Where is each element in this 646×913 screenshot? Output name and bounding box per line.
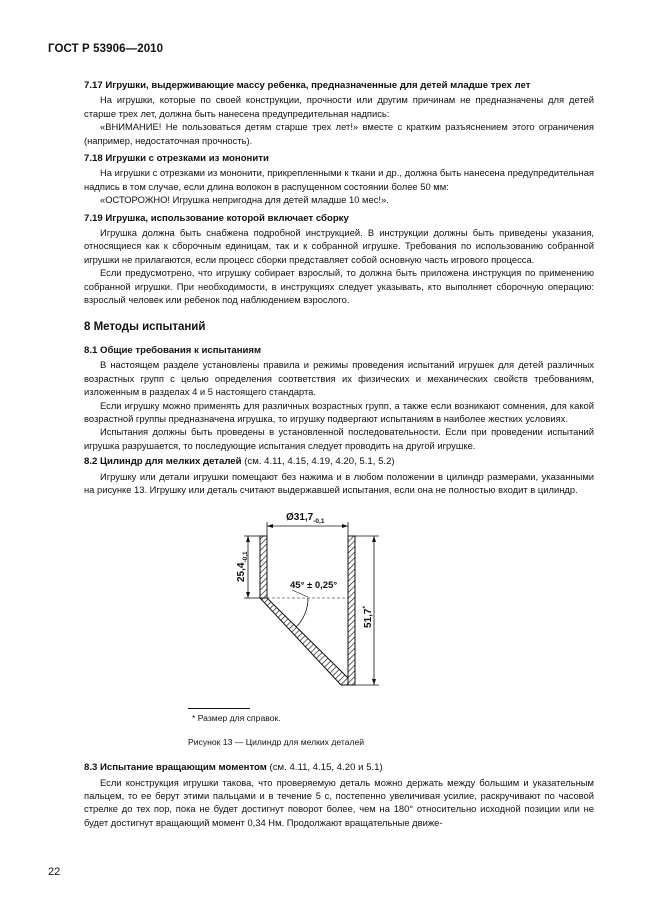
cylinder-drawing — [214, 500, 404, 702]
angle-arc — [296, 598, 308, 627]
footnote-divider — [188, 708, 250, 709]
heading-8-2 — [84, 455, 594, 468]
arrowhead — [267, 524, 273, 528]
left-height-label: $25,4_{-0,1}$ — [236, 551, 249, 583]
sloped-bottom — [260, 598, 348, 685]
figure-footnote: * Размер для справок. — [192, 713, 281, 724]
paragraph: Испытания должны быть проведены в установленной последовательности. Если при проведении испытаний игрушка разрушается, то последующие испытания следует проводить на другой игрушке. — [84, 426, 594, 451]
heading-text: 8.2 Цилиндр для мелких деталей — [84, 456, 242, 468]
arrowhead — [372, 536, 376, 542]
paragraph: На игрушки, которые по своей конструкции, прочности или другим причинам не предназначены для детей старше трех лет, должна быть нанесена предупредительная надпись: — [84, 94, 594, 119]
paragraph: «ОСТОРОЖНО! Игрушка непригодна для детей младше 10 мес!». — [100, 194, 389, 206]
arrowhead — [372, 679, 376, 685]
figure-caption: Рисунок 13 — Цилиндр для мелких деталей — [188, 736, 365, 747]
paragraph: Если игрушку можно применять для различных возрастных групп, а также если возникают сомнения, для какой возрастной группы предназначена игрушка, то игрушку подвергают испытаниям в наиболее жестких условиях. — [84, 399, 594, 424]
heading-reference: (см. 4.11, 4.15, 4.20 и 5.1) — [269, 762, 383, 774]
heading-8-3 — [84, 761, 594, 774]
heading-7-19: 7.19 Игрушка, использование которой включает сборку — [84, 212, 349, 224]
diameter-label: $Ø31,7_{-0,1}$ — [286, 512, 325, 526]
heading-7-17: 7.17 Игрушки, выдерживающие массу ребенка, предназначенные для детей младше трех лет — [84, 80, 531, 91]
leader-line — [292, 590, 308, 597]
left-wall — [260, 536, 267, 598]
right-height-label: 51,7* — [362, 606, 374, 629]
paragraph: Игрушка должна быть снабжена подробной инструкцией. В инструкции должны быть приведены указания, относящиеся как к сборочным единицам, так и к собранной игрушке. Требования по использованию собранной игрушки не прилагаются, если процесс сборки представляет собой основную часть игрового процесса. — [84, 227, 594, 265]
paragraph: На игрушки с отрезками из мононити, прикрепленными к ткани и др., должна быть нанесена предупредительная надпись в том случае, если длина волокон в распущенном состоянии более 50 мм: — [84, 167, 594, 192]
heading-8: 8 Методы испытаний — [84, 320, 206, 333]
paragraph: Если конструкция игрушки такова, что проверяемую деталь можно держать между большим и указательным пальцем, то ее берут этими пальцами и в течение 5 с, постепенно увеличивая усилие, раскручивают по часовой стрелке до тех пор, пока не будет достигнут поворот более, чем на 180° относительно исходной позиции или не будет достигнут вращающий момент 0,34 Нм. Продолжают вращательные движе- — [84, 776, 594, 828]
arrowhead — [342, 524, 348, 528]
page-body — [84, 77, 594, 829]
figure-13 — [84, 498, 594, 706]
page-header: ГОСТ Р 53906—2010 — [48, 43, 164, 55]
page-number: 22 — [48, 866, 61, 878]
heading-7-18: 7.18 Игрушки с отрезками из мононити — [84, 153, 269, 165]
arrowhead — [246, 592, 250, 598]
heading-text: 8.3 Испытание вращающим моментом — [84, 762, 267, 774]
paragraph: В настоящем разделе установлены правила и режимы проведения испытаний игрушек для детей различных возрастных групп с целью определения соответствия их физических и механических свойств требованиям, изложенным в разделах 4 и 5 настоящего стандарта. — [84, 359, 594, 398]
paragraph: «ВНИМАНИЕ! Не пользоваться детям старше трех лет!» вместе с кратким разъяснением этого ограничения (например, недостаточная прочность). — [84, 121, 594, 146]
angle-label: 45° ± 0,25° — [290, 580, 338, 592]
paragraph: Игрушку или детали игрушки помещают без нажима и в любом положении в цилиндр размерами, указанными на рисунке 13. Игрушку или деталь считают выдержавшей испытания, если она не полностью входит в цилиндр. — [84, 470, 594, 495]
right-wall — [348, 536, 355, 685]
heading-reference: (см. 4.11, 4.15, 4.19, 4.20, 5.1, 5.2) — [244, 456, 395, 468]
arrowhead — [246, 536, 250, 542]
heading-8-1: 8.1 Общие требования к испытаниям — [84, 344, 262, 356]
paragraph: Если предусмотрено, что игрушку собирает взрослый, то должна быть приложена инструкция по применению собранной игрушки. При необходимости, в инструкциях следует указывать, кто выполняет сборочную операцию: взрослый человек или ребенок под наблюдением взрослого. — [84, 267, 594, 306]
